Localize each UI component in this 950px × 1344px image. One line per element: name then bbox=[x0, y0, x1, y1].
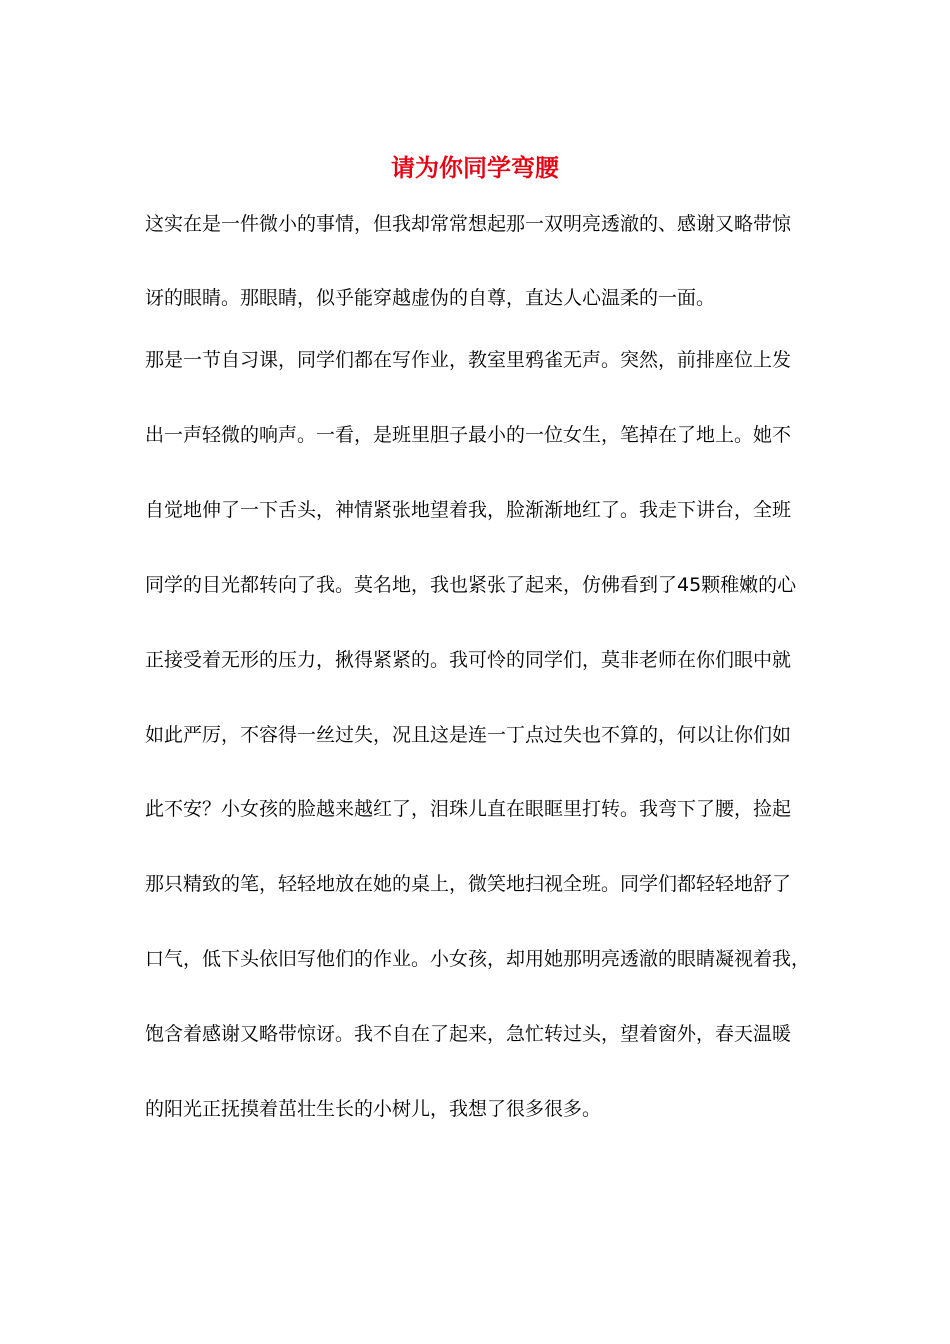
text-line: 口气，低下头依旧写他们的作业。小女孩，却用她那明亮透澈的眼睛凝视着我， bbox=[145, 948, 811, 970]
text-line: 自觉地伸了一下舌头，神情紧张地望着我，脸渐渐地红了。我走下讲台，全班 bbox=[145, 499, 792, 521]
text-line: 同学的目光都转向了我。莫名地，我也紧张了起来，仿佛看到了45颗稚嫩的心 bbox=[145, 574, 797, 596]
document-title: 请为你同学弯腰 bbox=[391, 153, 559, 182]
text-line: 正接受着无形的压力，揪得紧紧的。我可怜的同学们，莫非老师在你们眼中就 bbox=[145, 649, 792, 671]
text-line: 出一声轻微的响声。一看，是班里胆子最小的一位女生，笔掉在了地上。她不 bbox=[145, 424, 792, 446]
text-line: 那只精致的笔，轻轻地放在她的桌上，微笑地扫视全班。同学们都轻轻地舒了 bbox=[145, 873, 792, 895]
text-line: 如此严厉，不容得一丝过失，况且这是连一丁点过失也不算的，何以让你们如 bbox=[145, 724, 792, 746]
text-line: 的阳光正抚摸着茁壮生长的小树儿，我想了很多很多。 bbox=[145, 1098, 602, 1120]
text-line: 此不安？小女孩的脸越来越红了，泪珠儿直在眼眶里打转。我弯下了腰，捡起 bbox=[145, 798, 792, 820]
text-line: 饱含着感谢又略带惊讶。我不自在了起来，急忙转过头，望着窗外，春天温暖 bbox=[145, 1023, 792, 1045]
text-line: 那是一节自习课，同学们都在写作业，教室里鸦雀无声。突然，前排座位上发 bbox=[145, 349, 792, 371]
text-line: 这实在是一件微小的事情，但我却常常想起那一双明亮透澈的、感谢又略带惊 bbox=[145, 213, 792, 235]
text-line: 讶的眼睛。那眼睛，似乎能穿越虚伪的自尊，直达人心温柔的一面。 bbox=[145, 287, 716, 309]
